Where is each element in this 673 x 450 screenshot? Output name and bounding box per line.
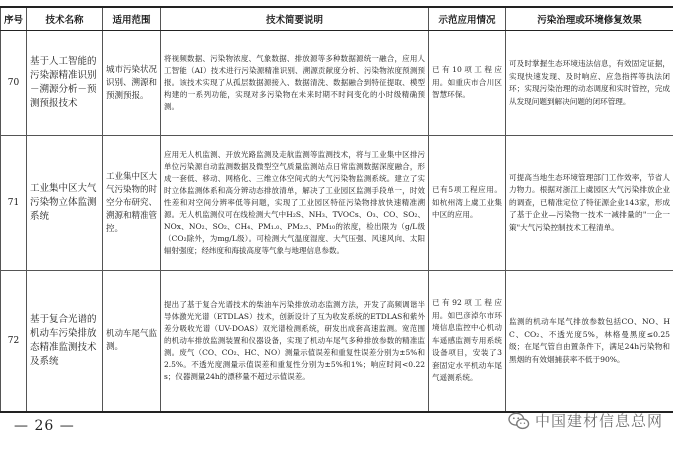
header-demo: 示范应用情况 <box>429 7 506 31</box>
description: 应用无人机监测、开放光路监测及走航监测等监测技术，将与工业集中区排污单位污染源自动监测数据及微型空气质量监测站点日常监测数据深度融合，形成一套低、移动、网格化、三维立体空间式的大气污染物监测系统。建立了实时立体监测体系和高分辨动态排放清单，解决了工业园区监测手段单一，时效性差和对空间分辨率低等问题，实现了工业园区特征污染物排放快速精准溯源。无人机监测仪可在线检测大气中H₂S、NH₃、TVOCs、O₃、CO、SO₂、NOx、NO₂、SO₂、CH₄、PM₁.₀、PM₂.₅、PM₁₀的浓度，检出限为（g/L级（CO₂除外，为mg/L级）。可检测大气温度湿度、大气压强、风速风向、太阳辐射强度；经纬度和海拔高度等气象与地理信息参数。 <box>161 136 429 271</box>
scope: 机动车尾气监测。 <box>103 271 161 413</box>
table-row <box>1 136 673 271</box>
table-row <box>1 271 673 413</box>
table-row <box>1 31 673 136</box>
scope: 工业集中区大气污染物的时空分布研究、溯源和精准管控。 <box>103 136 161 271</box>
demo-application: 已有92项工程应用。如巴彦淖尔市环境信息监控中心机动车遥感监测专用系统设备项目，安装了3套固定水平机动车尾气遥测系统。 <box>429 271 506 413</box>
description: 提出了基于复合光谱技术的柴油车污染排放动态监测方法，开发了高频调谐半导体激光光谱（ETDLAS）技术，创新设计了互为收发系统的ETDLAS和紫外差分吸收光谱（UV-DOAS）双光谱检测系统，研发出成套高速监测。宽范围的机动车排放监测装置和仪器设备，实现了机动车尾气多种排放参数的精准监测。废气（CO、CO₂、HC、NO）测量示值误差和重复性误差分别为±5%和2.5%。不透光度测量示值误差和重复性分别为±5%和1%；响应时间<0.22s；仪器测量24h的漂移量不超过示值误差。 <box>161 271 429 413</box>
effect: 可提高当地生态环境管理部门工作效率，节省人力物力。根据对浙江上虞园区大气污染排放企业的调查，已精准定位了特征源企业143家，形成了基于企业—污染物一技术一减排量的"一企一策"大气污染控制技术工程清单。 <box>506 136 673 271</box>
watermark-text: 中国建材信息总网 <box>534 412 663 430</box>
table-header-row <box>1 7 673 31</box>
page-number: — 26 — <box>14 418 75 434</box>
demo-application: 已有10项工程应用。如重庆市合川区智慧环保。 <box>429 31 506 136</box>
header-scope: 适用范围 <box>103 7 161 31</box>
scope: 城市污染状况识别、溯源和预测预报。 <box>103 31 161 136</box>
header-number: 序号 <box>1 7 27 31</box>
watermark <box>508 410 663 431</box>
effect: 可及时掌握生态环境违法信息，有效固定证据，实现快速发现、及时响应、应急指挥等执法闭环；实现污染治理的动态调度和实时管控，完成从发现问题到解决问题的闭环管理。 <box>506 31 673 136</box>
description: 将视频数据、污染物浓度、气象数据、排放源等多种数据源统一融合，应用人工智能（AI）技术进行污染源精准识别、溯源贡献度分析、污染物浓度预测预报。该技术实现了从孤层数据源接入、数据清洗、数据融合到特征提取、模型构建的一系列功能，实现对多污染物在未来时期不时间变化的小时级精确预测。 <box>161 31 429 136</box>
wechat-icon <box>508 411 530 431</box>
header-description: 技术简要说明 <box>161 7 429 31</box>
demo-application: 已有5项工程应用。如杭州湾上虞工业集中区的应用。 <box>429 136 506 271</box>
row-number: 71 <box>1 136 27 271</box>
technology-table <box>0 6 673 413</box>
tech-name: 工业集中区大气污染物立体监测系统 <box>27 136 103 271</box>
effect: 监测的机动车尾气排放参数包括CO、NO、HC、CO₂、不透光度5%，林格曼黑度≤0.25级；在尾气管自由置条件下，满足24h污染物和黑烟的有效烟捕获率不低于90%。 <box>506 271 673 413</box>
header-effect: 污染治理或环境修复效果 <box>506 7 673 31</box>
tech-name: 基于复合光谱的机动车污染排放态精准监测技术及系统 <box>27 271 103 413</box>
row-number: 70 <box>1 31 27 136</box>
header-tech-name: 技术名称 <box>27 7 103 31</box>
tech-name: 基于人工智能的污染源精准识别－溯源分析－预测预报技术 <box>27 31 103 136</box>
row-number: 72 <box>1 271 27 413</box>
